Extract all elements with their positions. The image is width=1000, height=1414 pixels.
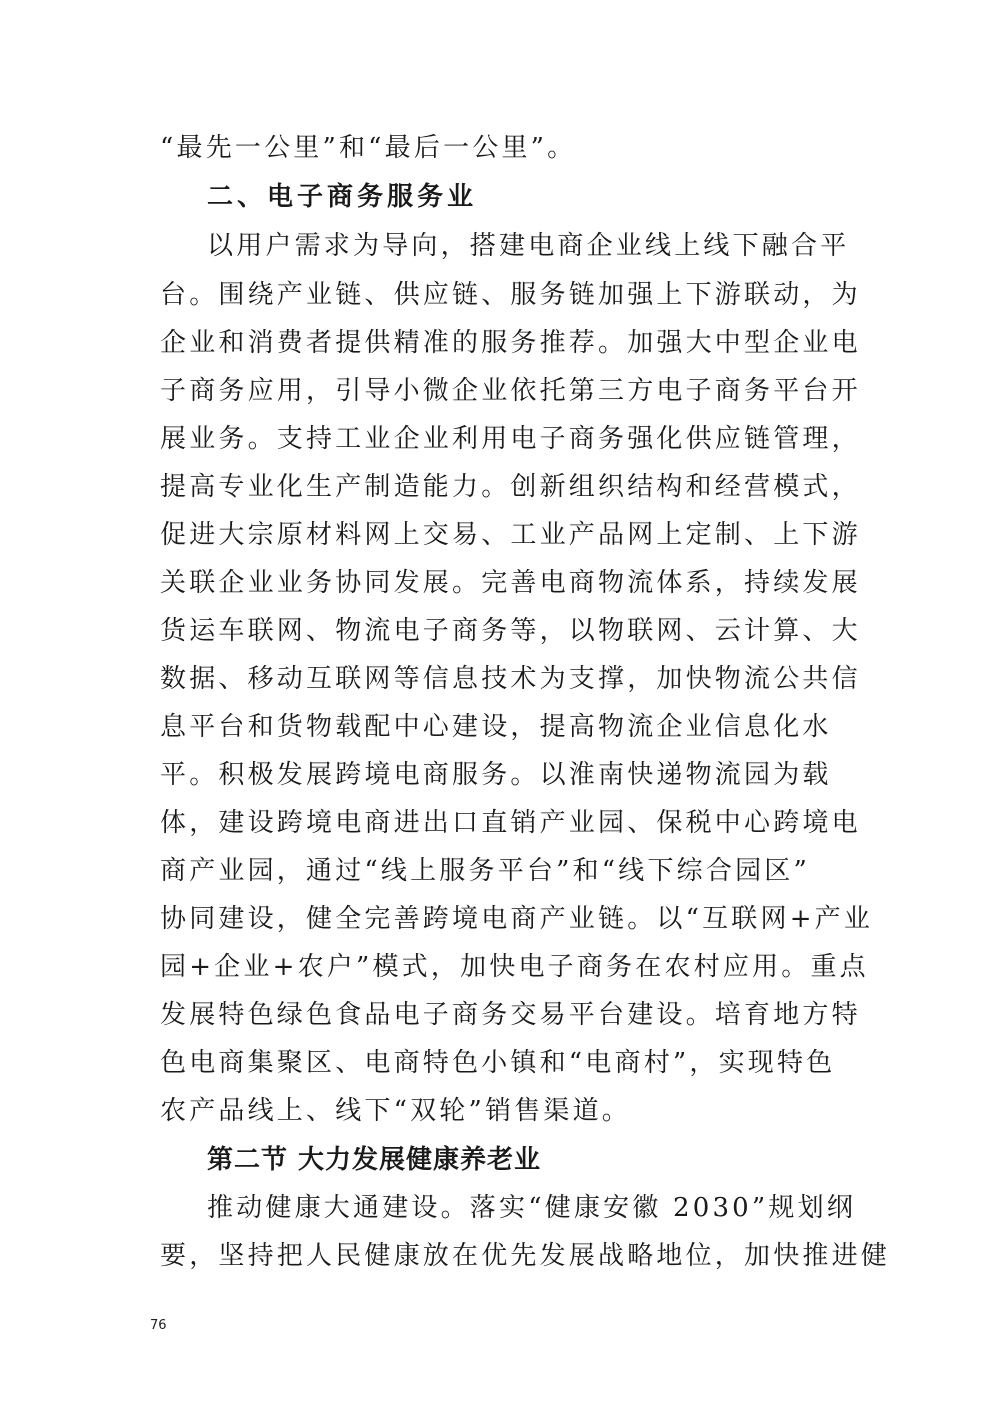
text-line: 展业务。支持工业企业利用电子商务强化供应链管理， [160,424,861,454]
text-line: 货运车联网、物流电子商务等，以物联网、云计算、大 [160,616,861,646]
text-line: 子商务应用，引导小微企业依托第三方电子商务平台开 [160,376,861,406]
text-line: 平。积极发展跨境电商服务。以淮南快递物流园为载 [160,760,832,790]
page-number: 76 [150,1318,167,1333]
text-line: 关联企业业务协同发展。完善电商物流体系，持续发展 [160,568,861,598]
text-line: 色电商集聚区、电商特色小镇和“电商村”，实现特色 [160,1048,836,1078]
text-line: 以用户需求为导向，搭建电商企业线上线下融合平 [207,231,850,261]
text-line: 协同建设，健全完善跨境电商产业链。以“互联网+产业 [160,904,874,934]
text-line: 台。围绕产业链、供应链、服务链加强上下游联动，为 [160,280,861,310]
text-line: 息平台和货物载配中心建设，提高物流企业信息化水 [160,712,832,742]
text-line: 农产品线上、线下“双轮”销售渠道。 [160,1096,631,1126]
text-line: 要，坚持把人民健康放在优先发展战略地位，加快推进健 [160,1241,891,1271]
text-line: 推动健康大通建设。落实“健康安徽 2030”规划纲 [207,1193,857,1223]
text-line: 提高专业化生产制造能力。创新组织结构和经营模式， [160,472,861,502]
text-line: 商产业园，通过“线上服务平台”和“线下综合园区” [160,856,810,886]
text-line: 园+企业+农户”模式，加快电子商务在农村应用。重点 [160,952,869,982]
chapter-heading: 第二节 大力发展健康养老业 [207,1145,542,1175]
text-line: 企业和消费者提供精准的服务推荐。加强大中型企业电 [160,328,861,358]
text-line: 体，建设跨境电商进出口直销产业园、保税中心跨境电 [160,808,861,838]
text-line: 数据、移动互联网等信息技术为支撑，加快物流公共信 [160,664,861,694]
text-line: 发展特色绿色食品电子商务交易平台建设。培育地方特 [160,1000,861,1030]
text-line: “最先一公里”和“最后一公里”。 [160,133,577,163]
text-line: 促进大宗原材料网上交易、工业产品网上定制、上下游 [160,520,861,550]
section-heading: 二、电子商务服务业 [207,182,478,212]
